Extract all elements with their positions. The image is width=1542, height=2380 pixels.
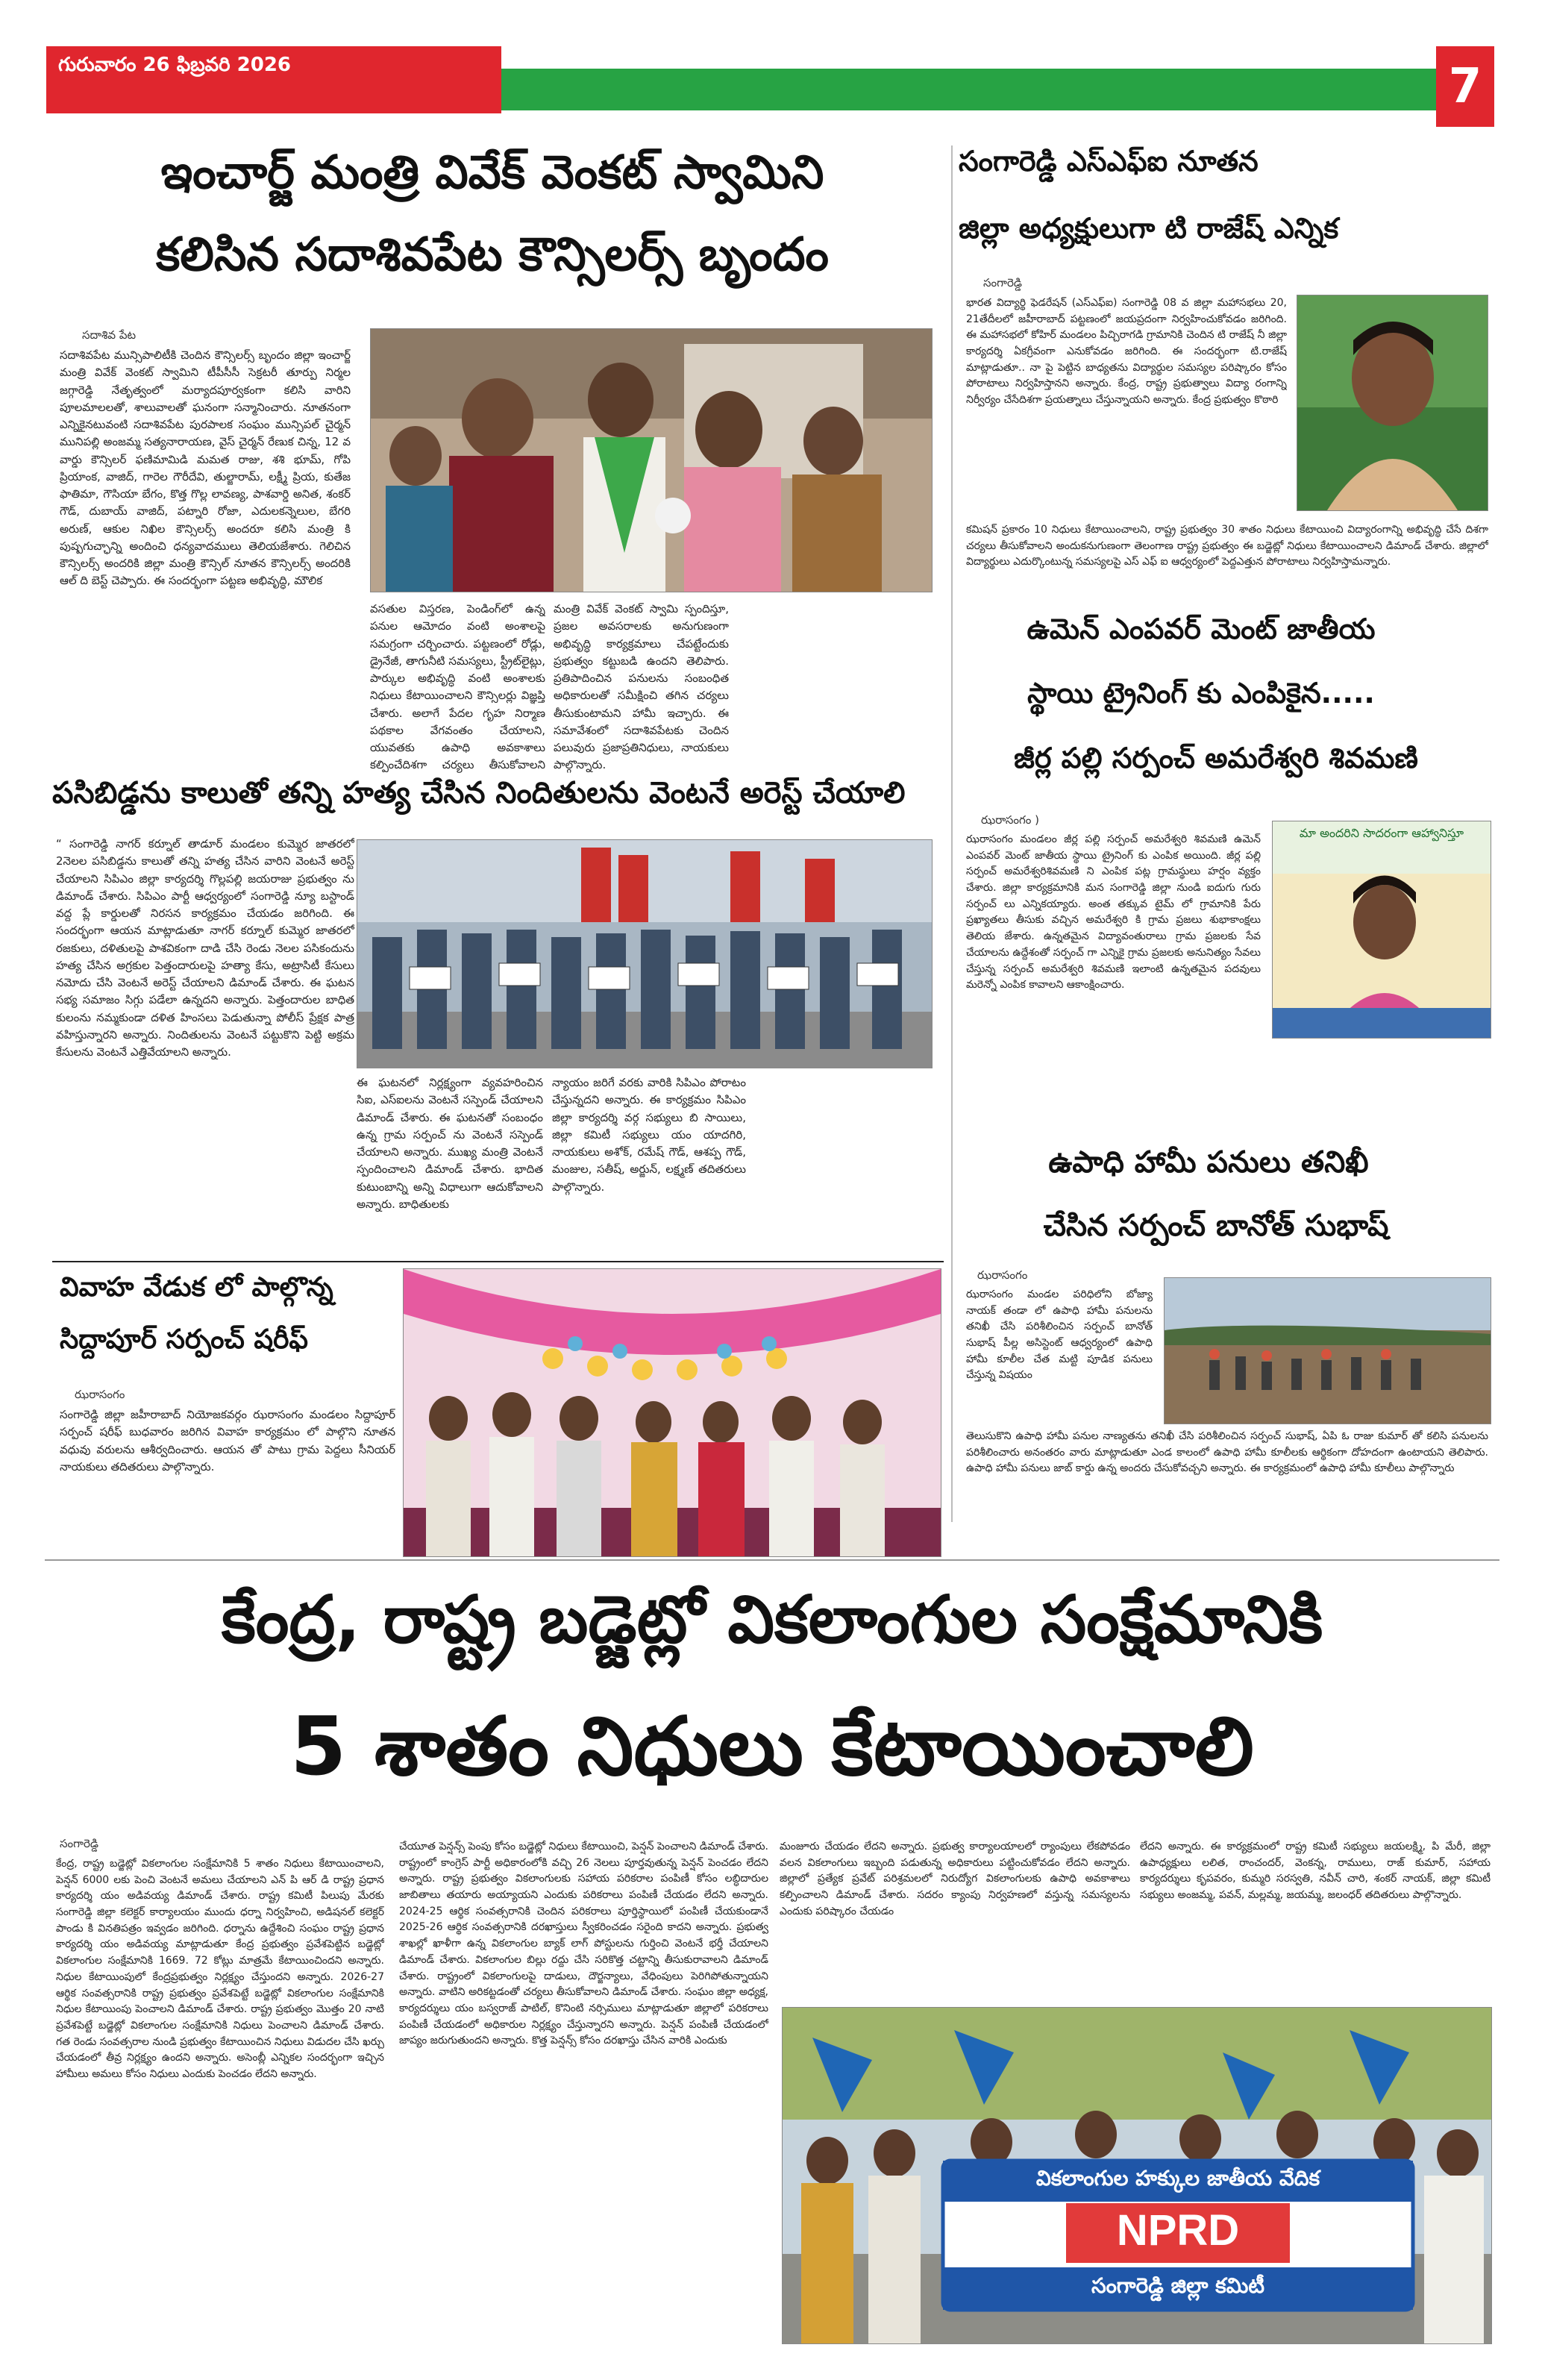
article7-col3: మంజూరు చేయడం లేదని అన్నారు. ప్రభుత్వ కార్యాలయాలలో ర్యాంపులు లేకపోవడం వలన వికలాంగులు ఇబ్బంది పడుతున్న అధికారులు పట్టించుకోవడం లేదని అన్నారు. జిల్లాలో ప్రత్యేక ప్రవేట్ పరిశ్రమలలో నిరుద్యోగ వికలాంగులకు ఉపాధి అవకాశాలు కల్పించాలని డిమాండ్ చేశారు. సదరం క్యాంపు నిర్వహణలో వస్తున్న సమస్యలను ఎందుకు పరిష్కారం చేయడం — [780, 1841, 1130, 1917]
article6-headline-line1: ఉపాధి హామీ పనులు తనిఖీ — [1048, 1145, 1369, 1180]
article3-photo — [403, 1268, 941, 1557]
article4-headline-line2: జిల్లా అధ్యక్షులుగా టి రాజేష్ ఎన్నిక — [959, 212, 1339, 245]
article6-photo — [1164, 1277, 1491, 1424]
article7-headline-line1: కేంద్ర, రాష్ట్ర బడ్జెట్లో వికలాంగుల సంక్షేమానికి — [221, 1581, 1323, 1658]
article5-headline-line1: ఉమెన్ ఎంపవర్ మెంట్ జాతీయ — [1027, 613, 1376, 645]
article5-photo — [1272, 821, 1491, 1039]
article3-dateline: ఝరాసంగం — [75, 1388, 125, 1401]
article5-dateline: ఝరాసంగం ) — [981, 813, 1039, 827]
article1-headline-line2: కలిసిన సదాశివపేట కౌన్సిలర్స్ బృందం — [156, 227, 829, 281]
nprd-banner-title: వికలాంగుల హక్కుల జాతీయ వేదిక — [1035, 2166, 1320, 2190]
header-white-strip — [501, 46, 1440, 69]
article2-photo — [357, 839, 933, 1068]
article7-dateline: సంగారెడ్డి — [60, 1837, 98, 1850]
article5-photo-banner-text: మా అందరిని సాదరంగా ఆహ్వానిస్తూ — [1299, 826, 1464, 840]
article7-col4: లేదని అన్నారు. ఈ కార్యక్రమంలో రాష్ట్ర కమిటీ సభ్యులు జయలక్ష్మి, పి మేరీ, జిల్లా ఉపాధ్యక్షులు లలిత, రాంచందర్, వెంకన్న, రాములు, రాజ్ కుమార్, సహాయ కార్యదర్శులు కృపవరం, కుమ్మరి సరస్వతి, నవీన్ చారి, శంకర్ నాయక్, జిల్లా కమిటీ సభ్యులు అంజమ్మ, పవన్, మల్లమ్మ, జయమ్మ, జలంధర్ తదితరులు పాల్గొన్నారు. — [1140, 1841, 1491, 1902]
article7-col2: చేయూత పెన్షన్స్ పెంపు కోసం బడ్జెట్లో నిధులు కేటాయించి, పెన్షన్ పెంచాలని డిమాండ్ చేశారు. రాష్ట్రంలో కాంగ్రెస్ పార్టీ అధికారంలోకి వచ్చి 26 నెలలు పూర్తవుతున్న పెన్షన్ పెంచడం లేదని అన్నారు. రాష్ట్ర ప్రభుత్వం వికలాంగులకు సహాయ పరికరాల పంపిణీ కోసం లబ్ధిదారుల జాబితాలు తయారు అయ్యాయని ఎందుకు పరికరాలు పంపిణీ చేయడం లేదని అన్నారు. 2024-25 ఆర్థిక సంవత్సరానికి చెందిన పరికరాలు పూర్తిస్థాయిలో పంపిణీ చేయకుండానే 2025-26 ఆర్థిక సంవత్సరానికి దరఖాస్తులు స్వీకరించడం సరైంది కాదని అన్నారు. ప్రభుత్వ శాఖల్లో ఖాళీగా ఉన్న వికలాంగుల బ్యాక్ లాగ్ పోస్టులను గుర్తించి వెంటనే భర్తీ చేయాలని డిమాండ్ చేశారు. వికలాంగుల బిల్లు రద్దు చేసి సరికొత్త చట్టాన్ని తీసుకురావాలని డిమాండ్ చేశారు. రాష్ట్రంలో వికలాంగులపై దాడులు, దౌర్జన్యాలు, వేధింపులు పెరిగిపోతున్నాయని అన్నారు. వాటిని అరికట్టడంతో చర్యలు తీసుకోవాలని డిమాండ్ చేశారు. సంఘం జిల్లా అధ్యక్ష, కార్యదర్శులు యం బస్వరాజ్ పాటిల్, కొనింటి నర్సిములు మాట్లాడుతూ జిల్లాలో పరికరాలు పంపిణీ చేయడంలో అధికారుల నిర్లక్ష్యం చేస్తున్నారని అన్నారు. పెన్షన్ పంపిణీ చేయడంలో జాప్యం జరుగుతుందని అన్నారు. కొత్త పెన్షన్స్ కోసం దరఖాస్తు చేసిన వారికి ఎందుకు — [399, 1841, 768, 2047]
article3-headline-line1: వివాహ వేడుక లో పాల్గొన్న — [60, 1272, 333, 1303]
article5-headline-line2: స్థాయి ట్రైనింగ్ కు ఎంపికైన..... — [1027, 677, 1375, 710]
article5-headline-line3: జీర్ల పల్లి సర్పంచ్ అమరేశ్వరి శివమణి — [1014, 742, 1418, 774]
article7-col1: కేంద్ర, రాష్ట్ర బడ్జెట్లో వికలాంగుల సంక్షేమానికి 5 శాతం నిధులు కేటాయించాలని, పెన్షన్ 6000 లకు పెంచి వెంటనే అమలు చేయాలని ఎన్ పి ఆర్ డి రాష్ట్ర ప్రధాన కార్యదర్శి యం అడివయ్య డిమాండ్ చేశారు. రాష్ట్ర కమిటీ పిలుపు మేరకు సంగారెడ్డి జిల్లా కలెక్టర్ కార్యాలయం ముందు ధర్నా నిర్వహించి, అడిషనల్ కలెక్టర్ పాండు కి వినతిపత్రం ఇవ్వడం జరిగింది. ధర్నాను ఉద్దేశించి సంఘం రాష్ట్ర ప్రధాన కార్యదర్శి యం అడివయ్య మాట్లాడుతూ కేంద్ర ప్రభుత్వం ప్రవేశపెట్టిన బడ్జెట్లో వికలాంగుల సంక్షేమానికి 1669. 72 కోట్లు మాత్రమే కేటాయించిందని అన్నారు. నిధుల కేటాయింపులో కేంద్రప్రభుత్వం నిర్లక్ష్యం చేస్తుందని అన్నారు. 2026-27 ఆర్థిక సంవత్సరానికి రాష్ట్ర ప్రభుత్వం ప్రవేశపెట్టే బడ్జెట్లో వికలాంగుల సంక్షేమానికి నిధుల కేటాయింపు పెంచాలని డిమాండ్ చేశారు. రాష్ట్ర ప్రభుత్వం మొత్తం 20 నాటి ప్రవేశపెట్టే బడ్జెట్లో వికలాంగుల సంక్షేమానికి నిధులు పెంచాలని డిమాండ్ చేశారు. గత రెండు సంవత్సరాల నుండి ప్రభుత్వం కేటాయించిన నిధులు విడుదల చేసి ఖర్చు చేయడంలో తీవ్ర నిర్లక్ష్యం ఉందని అన్నారు. అసెంబ్లీ ఎన్నికల సందర్భంగా ఇచ్చిన హామీలు అమలు కోసం నిధులు ఎందుకు పెంచడం లేదని అన్నారు. — [56, 1858, 384, 2080]
article1-photo — [370, 328, 933, 592]
divider-bottom — [45, 1559, 1499, 1561]
article4-dateline: సంగారెడ్డి — [983, 276, 1022, 289]
article4-body-top: భారత విద్యార్థి ఫెడరేషన్ (ఎస్ఎఫ్ఐ) సంగారెడ్డి 08 వ జిల్లా మహాసభలు 20, 21తేదీలలో జహీరాబాద్ పట్టణంలో జయప్రదంగా నిర్వహించుకోవడం జరిగింది. ఈ మహాసభలో కోహిర్ మండలం పిచ్చిరాగడి గ్రామానికి చెందిన టి రాజేష్ నీ జిల్లా కార్యదర్శి ఏకగ్రీవంగా ఎనుకోవడం జరిగింది. ఈ సందర్భంగా టి.రాజేష్ మాట్లాడుతూ.. నా పై పెట్టిన బాధ్యతను విద్యార్థుల సమస్యల పరిష్కారం కోసం పోరాటాలు నిర్వహిస్తానని అన్నారు. కేంద్ర, రాష్ట్ర ప్రభుత్వాలు విద్యా రంగాన్ని నిర్వీర్యం చేసేదిశగా ప్రయత్నాలు చేస్తున్నాయని అన్నారు. కేంద్ర ప్రభుత్వం కొఠారి — [966, 297, 1287, 407]
article4-photo — [1297, 295, 1488, 511]
article1-col2: వసతుల విస్తరణ, పెండింగ్‌లో ఉన్న పనుల ఆమోదం వంటి అంశాలపై సమగ్రంగా చర్చించారు. పట్టణంలో రోడ్లు, డ్రైనేజీ, తాగునీటి సమస్యలు, స్ట్రీట్‌లైట్లు, పార్కుల అభివృద్ధి వంటి అంశాలకు నిధులు కేటాయించాలని కౌన్సిలర్లు విజ్ఞప్తి చేశారు. అలాగే పేదల గృహ నిర్మాణ పథకాల వేగవంతం చేయాలని, యువతకు ఉపాధి అవకాశాలు కల్పించేదిశగా చర్యలు తీసుకోవాలని — [370, 602, 545, 772]
article4-headline-line1: సంగారెడ్డి ఎస్ఎఫ్ఐ నూతన — [959, 145, 1259, 178]
nprd-banner-subtitle: సంగారెడ్డి జిల్లా కమిటీ — [1091, 2273, 1265, 2298]
article6-body-bottom: తెలుసుకొని ఉపాధి హామీ పనుల నాణ్యతను తనిఖీ చేసి పరిశీలించిన సర్పంచ్ సుభాష్, ఏపి ఓ రాజు కుమార్ తో కలిసి పనులను పరిశీలించారు అనంతరం వారు మాట్లాడుతూ ఎండ కాలంలో ఉపాధి హామీ కూలీలకు ఆర్థికంగా దోహదంగా ఉంటాయని తెలిపారు. ఉపాధి హామీ పనులు జాబ్ కార్డు ఉన్న అందరు చేసుకోవచ్చని అన్నారు. ఈ కార్యక్రమంలో ఉపాధి హామీ కూలీలు పాల్గొన్నారు — [966, 1430, 1488, 1475]
article5-body: ఝరాసంగం మండలం జీర్ల పల్లి సర్పంచ్ అమరేశ్వరి శివమణి ఉమెన్ ఎంపవర్ మెంట్ జాతీయ స్థాయి ట్రైనింగ్ కు ఎంపిక అయింది. జీర్ల పల్లి సర్పంచ్ అమరేశ్వరిశివమణి ని ఎంపిక పట్ల గ్రామస్థులు హర్షం వ్యక్తం చేశారు. జిల్లా కార్యక్రమానికి మన సంగారెడ్డి జిల్లా నుండి ఐదుగు గురు సర్పంచ్ లు ఎన్నికయ్యారు. అంత తక్కువ టైమ్ లో గ్రామానికి పేరు ప్రఖ్యాతలు తీసుకు వచ్చిన అమరేశ్వరి కి గ్రామ ప్రజలు శుభాకాంక్షలు తెలియ జేశారు. ఉన్నతమైన విద్యావంతురాలు గ్రామ ప్రజలకు సేవ చేయాలను ఉద్దేశంతో సర్పంచ్ గా ఎన్నికై గ్రామ ప్రజలకు అనునిత్యం సేవలు చేస్తున్న సర్పంచ్ అమరేశ్వరి శివమణి ఇలాంటి ఉన్నతమైన పదవులు మరెన్నో ఎంపిక కావాలని ఆకాంక్షించారు. — [966, 833, 1261, 992]
nprd-banner-logo: NPRD — [1116, 2206, 1240, 2255]
header-green-band — [501, 69, 1440, 110]
page-number: 7 — [1436, 46, 1494, 127]
article2-col3: న్యాయం జరిగే వరకు వారికి సిపిఎం పోరాటం చేస్తున్నదని అన్నారు. ఈ కార్యక్రమం సిపిఎం జిల్లా కార్యదర్శి వర్గ సభ్యులు బి సాయిలు, జిల్లా కమిటీ సభ్యులు యం యాదగిరి, నాయకులు అశోక్, రమేష్ గౌడ్, ఆశప్ప గౌడ్, మంజుల, సతీష్, అర్జున్, లక్ష్మణ్ తదితరులు పాల్గొన్నారు. — [552, 1076, 746, 1194]
divider-article2 — [52, 1261, 944, 1262]
article4-body-bottom: కమిషన్ ప్రకారం 10 నిధులు కేటాయించాలని, రాష్ట్ర ప్రభుత్వం 30 శాతం నిధులు కేటాయించి విద్యారంగాన్ని అభివృద్ధి చేసే దిశగా చర్యలు తీసుకోవాలని అందుకనుగుణంగా తెలంగాణ రాష్ట్ర ప్రభుత్వం ఈ బడ్జెట్లో నిధులు కేటాయించాలని డిమాండ్ చేశారు. జిల్లాలో విద్యార్థులు ఎదుర్కొంటున్న సమస్యలపై ఎస్ ఎఫ్ ఐ ఆధ్వర్యంలో పెద్దఎత్తున పోరాటాలు నిర్వహిస్తామన్నారు. — [966, 524, 1488, 569]
article6-headline-line2: చేసిన సర్పంచ్ బానోత్ సుభాష్ — [1043, 1209, 1389, 1243]
article2-headline: పసిబిడ్డను కాలుతో తన్ని హత్య చేసిన నిందితులను వెంటనే అరెస్ట్ చేయాలి — [52, 776, 906, 810]
article1-col3: మంత్రి వివేక్ వెంకట్ స్వామి స్పందిస్తూ, ప్రజల అవసరాలకు అనుగుణంగా అభివృద్ధి కార్యక్రమాలు చేపట్టేందుకు ప్రభుత్వం కట్టుబడి ఉందని తెలిపారు. ప్రతిపాదించిన పనులను సంబంధిత అధికారులతో సమీక్షించి తగిన చర్యలు తీసుకుంటామని హామీ ఇచ్చారు. ఈ సమావేశంలో సదాశివపేటకు చెందిన పలువురు ప్రజాప్రతినిధులు, నాయకులు పాల్గొన్నారు. — [554, 602, 729, 772]
article3-body: సంగారెడ్డి జిల్లా జహీరాబాద్ నియోజకవర్గం ఝరాసంగం మండలం సిద్దాపూర్ సర్పంచ్ షరీఫ్ బుధవారం జరిగిన వివాహ కార్యక్రమం లో పాల్గొని నూతన వధువు వరులను ఆశీర్వదించారు. ఆయన తో పాటు గ్రామ పెద్దలు సీనియర్ నాయకులు తదితరులు పాల్గొన్నారు. — [60, 1408, 395, 1474]
article2-col2: ఈ ఘటనలో నిర్లక్ష్యంగా వ్యవహరించిన సిఐ, ఎస్ఐలను వెంటనే సస్పెండ్ చేయాలని డిమాండ్ చేశారు. ఈ ఘటనతో సంబంధం ఉన్న గ్రామ సర్పంచ్ ను వెంటనే సస్పెండ్ చేయాలని అన్నారు. ముఖ్య మంత్రి వెంటనే స్పందించాలని డిమాండ్ చేశారు. భాదిత కుటుంబాన్ని అన్ని విధాలుగా ఆదుకోవాలని అన్నారు. బాధితులకు — [357, 1076, 543, 1211]
column-divider — [951, 145, 953, 1522]
article2-col1: “ సంగారెడ్డి నాగర్ కర్నూల్ తాడూర్ మండలం కుమ్మెర జాతరలో 2నెలల పసిబిడ్డను కాలుతో తన్ని హత్య చేసిన వారిని వెంటనే అరెస్ట్ చేయాలని సిపిఎం జిల్లా కార్యదర్శి గొల్లపల్లి జయరాజు ప్రభుత్వం ను డిమాండ్ చేశారు. సిపిఎం పార్టీ ఆధ్వర్యంలో సంగారెడ్డి న్యూ బస్టాండ్ వద్ద ప్లే కార్డులతో నిరసన కార్యక్రమం చేయడం జరిగింది. ఈ సందర్భంగా ఆయన మాట్లాడుతూ నాగర్ కర్నూల్ కుమ్మెర జాతరలో రజకులు, దళితులపై పాశవికంగా దాడి చేసి రెండు నెలల పసికందును హత్య చేసిన అగ్రకుల పెత్తందారులపై హత్యా కేసు, అట్రాసిటీ కేసులు నమోదు చేసి వెంటనే అరెస్ట్ చేయాలని డిమాండ్ చేశారు. ఈ ఘటన సభ్య సమాజం సిగ్గు పడేలా ఉన్నదని అన్నారు. పెత్తందారుల బాధిత కులంను నమ్మకుండా దళిత హింసలు పెడుతున్నా పోలీస్ ప్రేక్షక పాత్ర వహిస్తున్నారని అన్నారు. నిందితులను వెంటనే పట్టుకొని పెట్టి అక్రమ కేసులను వెంటనే ఎత్తివేయాలని అన్నారు. — [56, 837, 354, 1059]
article7-headline-line2: 5 శాతం నిధులు కేటాయించాలి — [290, 1700, 1254, 1794]
article1-col1: సదాశివపేట మున్సిపాలిటీకి చెందిన కౌన్సిలర్స్ బృందం జిల్లా ఇంచార్జ్ మంత్రి వివేక్ వెంకట్ స్వామిని టీపీసీసీ సెక్రటరీ తూర్పు నిర్మల జగ్గారెడ్డి నేతృత్వంలో మర్యాదపూర్వకంగా కలిసి వారిని పూలమాలలతో, శాలువాలతో ఘనంగా సన్మానించారు. నూతనంగా ఎన్నికైనటువంటి సదాశివపేట పురపాలక సంఘం మున్సిపల్ చైర్మన్ మునిపల్లి అంజమ్మ సత్యనారాయణ, వైస్ చైర్మన్ రేణుక చిన్న, 12 వ వార్డు కౌన్సిలర్ ఫణిమామిడి మమత రాజు, శశి భూమ్, గోపి ప్రియాంక, వాజిద్, గారెల గౌరీదేవి, తుల్జారామ్, లక్ష్మీ ప్రియ, కుతేజ ఫాతిమా, గౌసియా బేగం, కొత్త గొల్ల లావణ్య, పాశవార్డి అనిత, శంకర్ గౌడ్, దుబాయ్ వాజిద్, పట్నారి రోజా, ఎదులకన్నెలుల, బేగరి అరుణ్, ఆకుల నిఖిల కౌన్సిలర్స్ అందరూ కలిసి మంత్రి కి పుష్పగుచ్ఛాన్ని అందించి ధన్యవాదములు తెలియజేశారు. గెలిచిన కౌన్సిలర్స్ అందరికి జిల్లా మంత్రి కౌన్సిల్ నూతన కౌన్సిలర్స్ అందరికి ఆల్ ది బెస్ట్ చెప్పారు. ఈ సందర్భంగా పట్టణ అభివృద్ధి, మౌలిక — [60, 348, 351, 588]
article1-headline-line1: ఇంచార్జ్ మంత్రి వివేక్ వెంకట్ స్వామిని — [160, 145, 824, 199]
article6-body-top: ఝరాసంగం మండల పరిధిలోని బోజ్యా నాయక్ తండా లో ఉపాధి హామీ పనులను తనిఖీ చేసి పరిశీలించిన సర్పంచ్ బానోత్ సుభాష్ పీల్ల అసిస్టెంట్ ఆధ్వర్యంలో ఉపాధి హామీ కూలీల చేత మట్టి పూడిక పనులు చేస్తున్న విషయం — [966, 1288, 1153, 1382]
article1-dateline: సదాశివ పేట — [82, 328, 137, 342]
issue-date: గురువారం 26 ఫిబ్రవరి 2026 — [58, 54, 292, 76]
article7-photo — [782, 2007, 1492, 2344]
article3-headline-line2: సిద్దాపూర్ సర్పంచ్ షరీఫ్ — [60, 1324, 309, 1355]
article6-dateline: ఝరాసంగం — [977, 1268, 1028, 1282]
